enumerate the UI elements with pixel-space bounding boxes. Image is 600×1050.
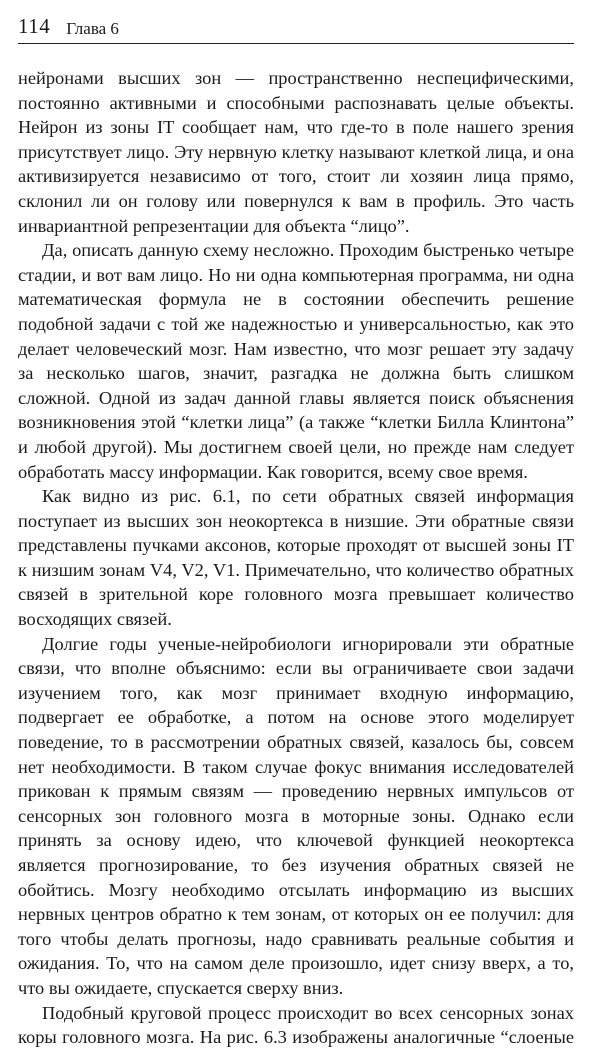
paragraph-continuation: нейронами высших зон — пространственно неспецифическими, постоянно активными и способными распознавать целые объекты. Нейрон из зоны IT сообщает нам, что где-то в поле нашего зрения присутствует лицо. Эту нервную клетку называют клеткой лица, и она активизируется независимо от того, стоит ли хозяин лица прямо, склонил ли он голову или повернулся к вам в профиль. Это часть инвариантной репрезентации для объекта “лицо”. xyxy=(18,68,574,236)
paragraph: Да, описать данную схему несложно. Проходим быстренько четыре стадии, и вот вам лицо. Но ни одна компьютерная программа, ни одна математическая формула не в состоянии обеспечить решение подобной задачи с той же надежностью и универсальностью, как это делает человеческий мозг. Нам известно, что мозг решает эту задачу за несколько шагов, значит, разгадка не должна быть слишком сложной. Одной из задач данной главы является поиск объяснения возникновения этой “клетки лица” (а также “клетки Билла Клинтона” и любой другой). Мы достигнем своей цели, но прежде нам следует обработать массу информации. Как говорится, всему свое время. xyxy=(18,240,574,482)
body-text xyxy=(18,66,574,1050)
paragraph: Как видно из рис. 6.1, по сети обратных связей информация поступает из высших зон неокортекса в низшие. Эти обратные связи представлены пучками аксонов, которые проходят от высшей зоны IT к низшим зонам V4, V2, V1. Примечательно, что количество обратных связей в зрительной коре головного мозга превышает количество восходящих связей. xyxy=(18,486,574,630)
chapter-label: Глава 6 xyxy=(66,19,119,38)
page-number: 114 xyxy=(18,14,51,38)
paragraph-continued-next-page: Подобный круговой процесс происходит во всех сенсорных зонах коры головного мозга. На рис. 6.3 изображены аналогичные “слоеные xyxy=(18,1002,574,1048)
book-page xyxy=(18,0,574,1048)
running-head xyxy=(18,14,574,44)
paragraph: Долгие годы ученые-нейробиологи игнорировали эти обратные связи, что вполне объяснимо: если вы ограничиваете свои задачи изучением того, как мозг принимает входную информацию, подвергает ее обработке, а потом на основе этого моделирует поведение, то в рассмотрении обратных связей, казалось бы, совсем нет необходимости. В таком случае фокус внимания исследователей прикован к прямым связям — проведению нервных импульсов от сенсорных зон головного мозга в моторные зоны. Однако если принять за основу идею, что ключевой функцией неокортекса является прогнозирование, то без изучения обратных связей не обойтись. Мозгу необходимо отсылать информацию из высших нервных центров обратно к тем зонам, от которых он ее получил: для того чтобы делать прогнозы, надо сравнивать реальные события и ожидания. То, что на самом деле произошло, идет снизу вверх, а то, что вы ожидаете, спускается сверху вниз. xyxy=(18,633,574,998)
